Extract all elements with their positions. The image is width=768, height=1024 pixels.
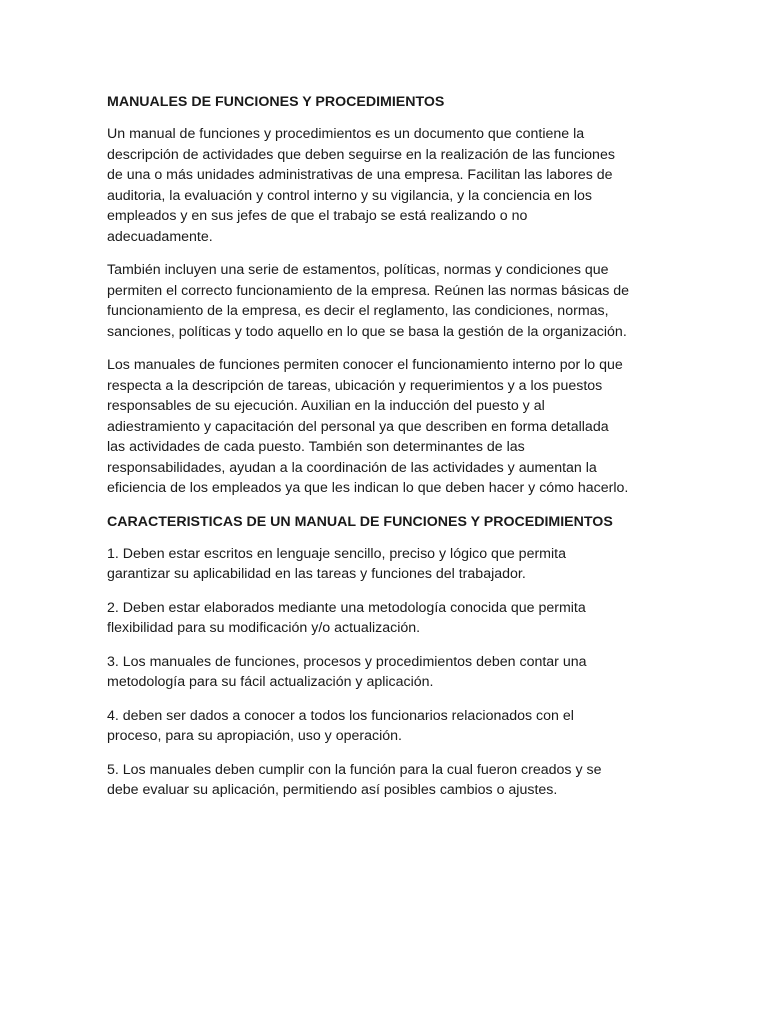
text-line: Los manuales de funciones permiten conocer el funcionamiento interno por lo que — [107, 357, 623, 373]
characteristics-list — [107, 544, 667, 801]
text-line: responsables de su ejecución. Auxilian en la inducción del puesto y al — [107, 398, 545, 414]
text-line: 1. Deben estar escritos en lenguaje sencillo, preciso y lógico que permita — [107, 545, 566, 562]
text-line: 2. Deben estar elaborados mediante una metodología conocida que permita — [107, 599, 586, 616]
text-line: 5. Los manuales deben cumplir con la función para la cual fueron creados y se — [107, 761, 602, 778]
text-line: 4. deben ser dados a conocer a todos los funcionarios relacionados con el — [107, 707, 574, 724]
text-line: flexibilidad para su modificación y/o actualización. — [107, 620, 421, 636]
intro-paragraph-1 — [107, 124, 667, 247]
characteristic-item-3 — [107, 652, 667, 693]
text-line: También incluyen una serie de estamentos, políticas, normas y condiciones que — [107, 262, 609, 278]
characteristic-item-1 — [107, 544, 667, 585]
text-line: funcionamiento de la empresa, es decir el reglamento, las condiciones, normas, — [107, 303, 609, 319]
text-line: auditoria, la evaluación y control interno y su vigilancia, y la conciencia en los — [107, 187, 593, 204]
intro-paragraph-3 — [107, 355, 667, 499]
intro-paragraph-2 — [107, 260, 667, 342]
document-page — [107, 92, 667, 814]
text-line: 3. Los manuales de funciones, procesos y procedimientos deben contar una — [107, 653, 587, 670]
text-line: eficiencia de los empleados ya que les indican lo que deben hacer y cómo hacerlo. — [107, 480, 629, 496]
text-line: debe evaluar su aplicación, permitiendo así posibles cambios o ajustes. — [107, 782, 558, 798]
text-line: empleados y en sus jefes de que el trabajo se está realizando o no — [107, 208, 528, 224]
text-line: las actividades de cada puesto. También son determinantes de las — [107, 439, 525, 455]
text-line: adecuadamente. — [107, 228, 213, 245]
text-line: responsabilidades, ayudan a la coordinación de las actividades y aumentan la — [107, 459, 597, 476]
text-line: sanciones, políticas y todo aquello en lo que se basa la gestión de la organización. — [107, 323, 627, 340]
text-line: garantizar su aplicabilidad en las tareas y funciones del trabajador. — [107, 566, 526, 582]
section-heading: CARACTERISTICAS DE UN MANUAL DE FUNCIONES Y PROCEDIMIENTOS — [107, 513, 613, 530]
text-line: permiten el correcto funcionamiento de la empresa. Reúnen las normas básicas de — [107, 282, 630, 299]
text-line: de una o más unidades administrativas de una empresa. Facilitan las labores de — [107, 167, 613, 183]
text-line: Un manual de funciones y procedimientos es un documento que contiene la — [107, 126, 585, 142]
text-line: adiestramiento y capacitación del personal ya que describen en forma detallada — [107, 418, 609, 435]
text-line: respecta a la descripción de tareas, ubicación y requerimientos y a los puestos — [107, 377, 603, 394]
text-line: metodología para su fácil actualización y aplicación. — [107, 674, 434, 690]
characteristic-item-4 — [107, 706, 667, 747]
characteristic-item-5 — [107, 760, 667, 801]
intro-section — [107, 124, 667, 499]
characteristic-item-2 — [107, 598, 667, 639]
text-line: descripción de actividades que deben seguirse en la realización de las funciones — [107, 146, 615, 163]
text-line: proceso, para su apropiación, uso y operación. — [107, 728, 402, 744]
document-title: MANUALES DE FUNCIONES Y PROCEDIMIENTOS — [107, 94, 445, 110]
